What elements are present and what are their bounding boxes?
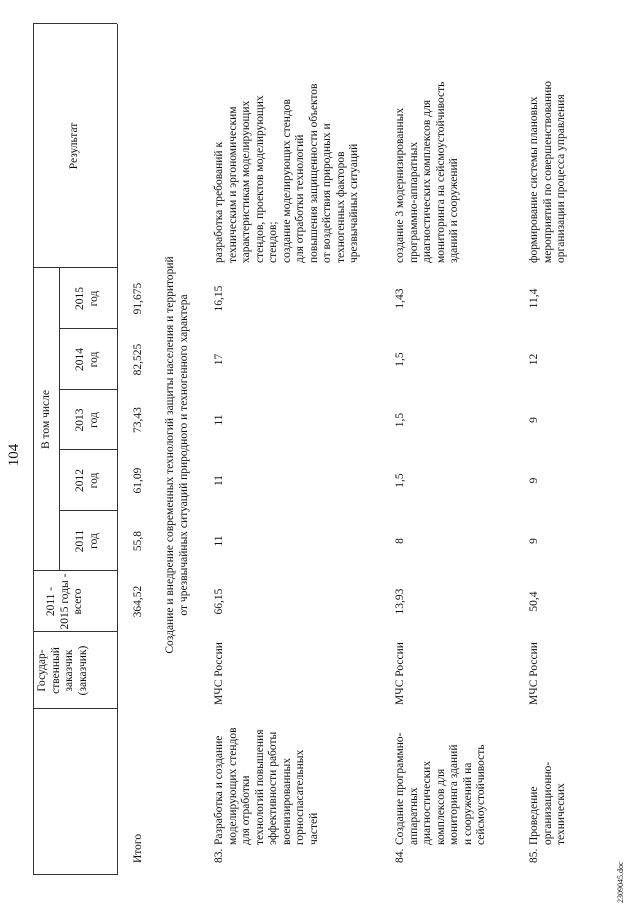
row-84-2011: 8 (394, 538, 406, 544)
total-value-2014: 82,525 (132, 343, 144, 376)
row-83-customer: МЧС России (213, 642, 225, 705)
row-85-2012: 9 (528, 477, 540, 484)
row-85-2013: 9 (528, 417, 540, 423)
row-84-2014: 1,5 (394, 352, 406, 367)
row-83-name: Разработка и создание моделирующих стендов для отработки технологий повышения эффективности работы военизированных горноспасательных частей (213, 727, 320, 845)
row-85-result: формирование системы плановых мероприятий по совершенствованию организации процесса управления (528, 81, 567, 263)
col-line-left (33, 874, 117, 875)
total-value-all: 364,52 (132, 585, 144, 618)
total-value-2011: 55,8 (132, 530, 144, 552)
page-number: 104 (6, 443, 22, 467)
row-84-2013: 1,5 (394, 412, 406, 428)
header-year-2013: 2013 год (74, 408, 100, 432)
row-83-2013: 11 (213, 414, 225, 426)
total-value-2015: 91,675 (132, 282, 144, 315)
row-83-2011: 11 (213, 535, 225, 547)
header-bottom-line (117, 24, 118, 875)
subheader-line (59, 268, 60, 571)
header-year-2011: 2011 год (74, 529, 100, 553)
row-85-number: 85. (528, 848, 540, 863)
header-year-2015: 2015 год (74, 287, 100, 310)
header-in-total: В том числе (40, 390, 52, 449)
row-83-total: 66,15 (213, 588, 225, 615)
row-83-number: 83. (213, 848, 225, 863)
table-top-border (33, 24, 34, 875)
row-84-total: 13,93 (394, 588, 406, 615)
row-83-2015: 16,15 (213, 285, 225, 312)
row-84-name: Создание программно- аппаратных диагностических комплексов для мониторинга зданий и сооружений на сейсмоустойчивость (394, 732, 487, 845)
total-value-2012: 61,09 (132, 467, 144, 494)
row-85-customer: МЧС России (528, 642, 540, 705)
row-84-customer: МЧС России (394, 642, 406, 705)
row-83-result: разработка требований к техническим и эргономическим характеристикам моделирующих стендов, проектов моделирующих стендов; создание моделирующих стендов для отработки технологий повышения защищенности объектов от воздействия природных и техногенных факторов чрезвычайных ситуаций (213, 83, 360, 263)
row-85-2014: 12 (528, 353, 540, 366)
row-85-2011: 9 (528, 538, 540, 544)
header-year-2012: 2012 год (74, 469, 100, 492)
header-customer: Государ- ственный заказчик (заказчик) (36, 645, 89, 696)
row-84-2012: 1,5 (394, 473, 406, 488)
header-year-2014: 2014 год (74, 348, 100, 371)
row-85-total: 50,4 (528, 591, 540, 612)
doc-id: 2309045.doc (616, 861, 625, 903)
total-label: Итого (132, 833, 144, 863)
row-85-name: Проведение организационно- технических (528, 761, 567, 845)
row-84-number: 84. (394, 848, 406, 863)
row-83-2012: 11 (213, 474, 225, 487)
header-total: 2011 - 2015 годы - всего (45, 573, 84, 630)
total-value-2013: 73,43 (132, 407, 144, 433)
row-83-2014: 17 (213, 353, 225, 366)
header-result: Результат (68, 122, 80, 170)
row-84-2015: 1,43 (394, 288, 406, 309)
row-84-result: создание 3 модернизированных программно-аппаратных диагностических комплексов для мониторинга на сейсмоустойчивость зданий и сооружений (394, 81, 460, 263)
section-title: Создание и внедрение современных технологий защиты населения и территорий от чрезвычайных ситуаций природного и техногенного характера (164, 256, 190, 654)
row-85-2015: 11,4 (528, 288, 540, 309)
